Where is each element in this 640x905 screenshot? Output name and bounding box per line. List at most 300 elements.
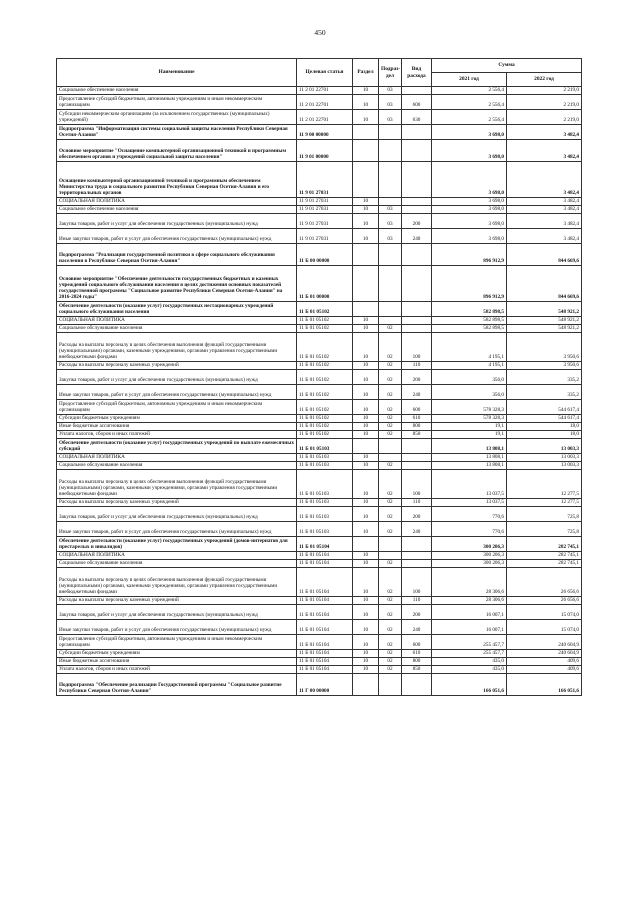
cell-subsection: 02: [379, 415, 402, 423]
cell-amount-2021: 4 195,1: [432, 333, 507, 362]
cell-amount-2021: 28 306,6: [432, 597, 507, 605]
cell-amount-2021: 300 206,3: [432, 537, 507, 552]
cell-amount-2022: 2 219,0: [507, 95, 582, 110]
cell-target-code: 11 Б 01 05103: [297, 462, 353, 470]
cell-amount-2021: 16 007,1: [432, 620, 507, 635]
cell-name: Социальное обслуживание населения: [57, 560, 297, 568]
cell-expense-type: 110: [402, 597, 432, 605]
cell-amount-2021: 2 556,4: [432, 87, 507, 95]
cell-expense-type: 600: [402, 95, 432, 110]
cell-amount-2021: 4 195,1: [432, 362, 507, 370]
table-row: [57, 206, 582, 214]
table-row: [57, 462, 582, 470]
cell-expense-type: 200: [402, 214, 432, 229]
cell-amount-2021: 3 698,0: [432, 214, 507, 229]
cell-section: 10: [353, 110, 379, 125]
cell-name: Социальное обслуживание населения: [57, 325, 297, 333]
cell-target-code: 11 9 01 27031: [297, 162, 353, 198]
cell-subsection: 02: [379, 362, 402, 370]
cell-name: Подпрограмма "Реализация государственной политики в сфере социального обслуживания населения в Республике Северная Осетия-Алания": [57, 244, 297, 266]
cell-amount-2021: 13 808,1: [432, 462, 507, 470]
cell-expense-type: [402, 87, 432, 95]
cell-target-code: 11 9 01 27031: [297, 198, 353, 206]
cell-amount-2022: 844 669,6: [507, 266, 582, 302]
table-row: [57, 470, 582, 499]
cell-amount-2021: 13 037,5: [432, 470, 507, 499]
cell-name: Предоставление субсидий бюджетным, автономным учреждениям и иным некоммерческим организациям: [57, 635, 297, 650]
cell-section: [353, 140, 379, 162]
cell-amount-2021: 770,6: [432, 522, 507, 537]
cell-amount-2022: 12 277,5: [507, 499, 582, 507]
table-row: [57, 415, 582, 423]
cell-name: Субсидии некоммерческим организациям (за исключением государственных (муниципальных) учреждений): [57, 110, 297, 125]
cell-section: 10: [353, 470, 379, 499]
cell-section: [353, 439, 379, 454]
cell-section: [353, 244, 379, 266]
table-row: [57, 439, 582, 454]
table-row: [57, 110, 582, 125]
cell-amount-2022: 13 003,3: [507, 439, 582, 454]
cell-name: СОЦИАЛЬНАЯ ПОЛИТИКА: [57, 454, 297, 462]
cell-section: 10: [353, 325, 379, 333]
table-row: [57, 362, 582, 370]
cell-name: Закупка товаров, работ и услуг для обеспечения государственных (муниципальных) нужд: [57, 214, 297, 229]
cell-amount-2022: 15 074,0: [507, 605, 582, 620]
cell-target-code: 11 Б 01 05102: [297, 400, 353, 415]
cell-name: Иные закупки товаров, работ и услуг для обеспечения государственных (муниципальных) нужд: [57, 620, 297, 635]
cell-expense-type: [402, 325, 432, 333]
cell-target-code: 11 Б 01 05104: [297, 597, 353, 605]
table-row: [57, 650, 582, 658]
header-amount: Сумма: [432, 59, 582, 73]
cell-amount-2022: 166 051,6: [507, 674, 582, 696]
cell-name: Основное мероприятие "Обеспечение деятельности государственных бюджетных и казенных учреждений социального обслуживания населения в целях достижения основных показателей государственной программы "Социальное развитие Республики Северная Осетия-Алания" на 2016-2024 годы": [57, 266, 297, 302]
cell-section: 10: [353, 333, 379, 362]
cell-expense-type: [402, 244, 432, 266]
table-row: [57, 560, 582, 568]
cell-amount-2021: 3 698,0: [432, 140, 507, 162]
table-row: [57, 214, 582, 229]
cell-target-code: 11 2 01 22701: [297, 95, 353, 110]
cell-name: Расходы на выплаты персоналу в целях обеспечения выполнения функций государственными (муниципальными) органами, казенными учреждениями, органами управления государственными внебюджетными фондами: [57, 568, 297, 597]
cell-section: 10: [353, 552, 379, 560]
cell-amount-2022: 2 219,0: [507, 110, 582, 125]
table-row: [57, 162, 582, 198]
cell-amount-2021: 300 206,3: [432, 560, 507, 568]
cell-section: 10: [353, 620, 379, 635]
table-row: [57, 620, 582, 635]
cell-amount-2021: 3 698,0: [432, 206, 507, 214]
cell-amount-2022: 3 482,4: [507, 140, 582, 162]
cell-subsection: 02: [379, 470, 402, 499]
cell-amount-2021: 3 698,0: [432, 198, 507, 206]
cell-subsection: 02: [379, 431, 402, 439]
cell-name: Субсидии бюджетным учреждениям: [57, 650, 297, 658]
cell-target-code: 11 2 01 22701: [297, 110, 353, 125]
cell-amount-2022: 3 482,4: [507, 206, 582, 214]
cell-name: Расходы на выплаты персоналу в целях обеспечения выполнения функций государственными (муниципальными) органами, казенными учреждениями, органами управления государственными внебюджетными фондами: [57, 470, 297, 499]
cell-expense-type: [402, 198, 432, 206]
cell-subsection: 03: [379, 229, 402, 244]
cell-expense-type: 600: [402, 400, 432, 415]
cell-target-code: 11 Б 01 05103: [297, 499, 353, 507]
cell-amount-2022: 3 950,6: [507, 333, 582, 362]
table-row: [57, 333, 582, 362]
cell-section: [353, 266, 379, 302]
cell-target-code: 11 Б 01 05104: [297, 666, 353, 674]
cell-section: 10: [353, 95, 379, 110]
cell-name: Расходы на выплаты персоналу в целях обеспечения выполнения функций государственными (муниципальными) органами, казенными учреждениями, органами управления государственными внебюджетными фондами: [57, 333, 297, 362]
cell-name: Предоставление субсидий бюджетным, автономным учреждениям и иным некоммерческим организациям: [57, 95, 297, 110]
cell-amount-2022: 18,0: [507, 431, 582, 439]
cell-amount-2021: 896 912,9: [432, 244, 507, 266]
cell-amount-2021: 3 698,0: [432, 162, 507, 198]
cell-subsection: [379, 537, 402, 552]
cell-expense-type: [402, 674, 432, 696]
cell-section: 10: [353, 462, 379, 470]
cell-amount-2021: 356,0: [432, 370, 507, 385]
cell-target-code: 11 Б 01 05104: [297, 605, 353, 620]
cell-expense-type: 800: [402, 423, 432, 431]
table-row: [57, 674, 582, 696]
cell-section: 10: [353, 214, 379, 229]
table-row: [57, 198, 582, 206]
cell-subsection: 02: [379, 333, 402, 362]
cell-amount-2021: 19,1: [432, 431, 507, 439]
cell-amount-2021: 13 808,1: [432, 439, 507, 454]
cell-name: Социальное обеспечение населения: [57, 87, 297, 95]
cell-section: 10: [353, 317, 379, 325]
cell-amount-2022: 544 617,4: [507, 400, 582, 415]
cell-name: Социальное обслуживание населения: [57, 462, 297, 470]
cell-target-code: 11 Б 01 05104: [297, 620, 353, 635]
cell-amount-2021: 582 898,5: [432, 302, 507, 317]
table-row: [57, 635, 582, 650]
budget-table: [56, 58, 582, 696]
cell-expense-type: 610: [402, 650, 432, 658]
cell-section: 10: [353, 507, 379, 522]
cell-expense-type: 200: [402, 370, 432, 385]
cell-amount-2021: 16 007,1: [432, 605, 507, 620]
cell-target-code: 11 Б 01 05102: [297, 333, 353, 362]
table-row: [57, 302, 582, 317]
cell-name: Иные закупки товаров, работ и услуг для обеспечения государственных (муниципальных) нужд: [57, 229, 297, 244]
table-row: [57, 125, 582, 140]
cell-target-code: 11 Б 01 05102: [297, 362, 353, 370]
cell-subsection: 02: [379, 620, 402, 635]
cell-amount-2022: 548 921,2: [507, 325, 582, 333]
cell-expense-type: 630: [402, 110, 432, 125]
cell-section: 10: [353, 605, 379, 620]
cell-section: 10: [353, 635, 379, 650]
cell-target-code: 11 Б 01 05104: [297, 537, 353, 552]
cell-subsection: 02: [379, 568, 402, 597]
cell-expense-type: 850: [402, 431, 432, 439]
cell-section: [353, 162, 379, 198]
cell-name: Закупка товаров, работ и услуг для обеспечения государственных (муниципальных) нужд: [57, 605, 297, 620]
cell-section: 10: [353, 560, 379, 568]
cell-subsection: [379, 454, 402, 462]
cell-target-code: 11 Б 01 05102: [297, 325, 353, 333]
cell-name: Расходы на выплаты персоналу казенных учреждений: [57, 362, 297, 370]
cell-target-code: 11 9 01 27031: [297, 214, 353, 229]
cell-amount-2022: 12 277,5: [507, 470, 582, 499]
cell-amount-2022: 13 003,3: [507, 462, 582, 470]
cell-amount-2022: 409,6: [507, 658, 582, 666]
cell-target-code: 11 2 01 22701: [297, 87, 353, 95]
cell-subsection: 02: [379, 560, 402, 568]
cell-amount-2021: 770,6: [432, 507, 507, 522]
cell-subsection: 02: [379, 658, 402, 666]
table-row: [57, 140, 582, 162]
cell-section: [353, 125, 379, 140]
cell-subsection: 02: [379, 666, 402, 674]
cell-target-code: 11 Г 00 00000: [297, 674, 353, 696]
cell-name: Закупка товаров, работ и услуг для обеспечения государственных (муниципальных) нужд: [57, 370, 297, 385]
header-expense-type: Вид расхода: [402, 59, 432, 87]
cell-target-code: 11 Б 01 05102: [297, 370, 353, 385]
cell-amount-2022: 335,2: [507, 370, 582, 385]
cell-subsection: [379, 266, 402, 302]
cell-name: Обеспечение деятельности (оказание услуг) государственных учреждений (домов-интернатов для престарелых и инвалидов): [57, 537, 297, 552]
cell-name: Иные закупки товаров, работ и услуг для обеспечения государственных (муниципальных) нужд: [57, 385, 297, 400]
cell-subsection: [379, 198, 402, 206]
cell-subsection: 02: [379, 635, 402, 650]
cell-name: Уплата налогов, сборов и иных платежей: [57, 431, 297, 439]
table-row: [57, 454, 582, 462]
cell-name: СОЦИАЛЬНАЯ ПОЛИТИКА: [57, 317, 297, 325]
cell-target-code: 11 Б 01 05104: [297, 635, 353, 650]
cell-amount-2021: 166 051,6: [432, 674, 507, 696]
cell-target-code: 11 Б 01 05104: [297, 658, 353, 666]
cell-subsection: 03: [379, 95, 402, 110]
cell-amount-2021: 435,0: [432, 658, 507, 666]
cell-expense-type: 850: [402, 666, 432, 674]
cell-amount-2022: 844 669,6: [507, 244, 582, 266]
table-row: [57, 605, 582, 620]
cell-subsection: [379, 302, 402, 317]
cell-section: 10: [353, 206, 379, 214]
table-row: [57, 522, 582, 537]
cell-expense-type: 100: [402, 470, 432, 499]
cell-target-code: 11 9 00 00000: [297, 125, 353, 140]
table-row: [57, 552, 582, 560]
cell-subsection: 02: [379, 370, 402, 385]
cell-amount-2022: 18,0: [507, 423, 582, 431]
cell-name: Обеспечение деятельности (оказание услуг) государственных учреждений по выплате ежемесячных субсидий: [57, 439, 297, 454]
cell-target-code: 11 Б 01 05102: [297, 415, 353, 423]
cell-section: 10: [353, 415, 379, 423]
cell-name: Расходы на выплаты персоналу казенных учреждений: [57, 597, 297, 605]
cell-section: 10: [353, 658, 379, 666]
cell-amount-2021: 13 808,1: [432, 454, 507, 462]
cell-amount-2021: 13 037,5: [432, 499, 507, 507]
cell-amount-2022: 548 921,2: [507, 317, 582, 325]
cell-target-code: 11 Б 01 05103: [297, 470, 353, 499]
cell-section: 10: [353, 431, 379, 439]
cell-expense-type: [402, 552, 432, 560]
cell-amount-2022: 240 604,9: [507, 650, 582, 658]
cell-subsection: [379, 674, 402, 696]
cell-section: 10: [353, 362, 379, 370]
cell-section: 10: [353, 666, 379, 674]
cell-amount-2022: 3 482,4: [507, 214, 582, 229]
table-row: [57, 431, 582, 439]
cell-amount-2021: 356,0: [432, 385, 507, 400]
cell-section: 10: [353, 87, 379, 95]
cell-subsection: 02: [379, 462, 402, 470]
cell-target-code: 11 9 01 00000: [297, 140, 353, 162]
cell-expense-type: 610: [402, 415, 432, 423]
cell-target-code: 11 Б 01 05104: [297, 560, 353, 568]
cell-section: 10: [353, 522, 379, 537]
cell-amount-2021: 582 898,5: [432, 325, 507, 333]
cell-expense-type: [402, 462, 432, 470]
cell-name: Социальное обеспечение населения: [57, 206, 297, 214]
cell-expense-type: [402, 140, 432, 162]
cell-amount-2022: 725,8: [507, 522, 582, 537]
cell-expense-type: [402, 537, 432, 552]
table-row: [57, 95, 582, 110]
cell-section: 10: [353, 423, 379, 431]
cell-amount-2021: 19,1: [432, 423, 507, 431]
cell-amount-2022: 13 003,3: [507, 454, 582, 462]
cell-subsection: 02: [379, 522, 402, 537]
cell-target-code: 11 Б 01 05102: [297, 385, 353, 400]
cell-section: 10: [353, 370, 379, 385]
cell-expense-type: [402, 162, 432, 198]
cell-expense-type: [402, 302, 432, 317]
cell-target-code: 11 Б 01 05102: [297, 431, 353, 439]
cell-amount-2021: 578 328,3: [432, 400, 507, 415]
cell-amount-2021: 578 328,3: [432, 415, 507, 423]
cell-target-code: 11 Б 01 05104: [297, 552, 353, 560]
cell-subsection: 02: [379, 605, 402, 620]
table-row: [57, 385, 582, 400]
cell-section: 10: [353, 597, 379, 605]
table-row: [57, 597, 582, 605]
table-row: [57, 244, 582, 266]
cell-name: СОЦИАЛЬНАЯ ПОЛИТИКА: [57, 552, 297, 560]
cell-subsection: 03: [379, 214, 402, 229]
table-row: [57, 400, 582, 415]
cell-expense-type: [402, 266, 432, 302]
cell-subsection: 02: [379, 325, 402, 333]
cell-subsection: [379, 140, 402, 162]
cell-subsection: [379, 317, 402, 325]
cell-target-code: 11 Б 01 05102: [297, 423, 353, 431]
cell-amount-2021: 2 556,4: [432, 110, 507, 125]
cell-target-code: 11 Б 00 00000: [297, 244, 353, 266]
cell-expense-type: 240: [402, 385, 432, 400]
cell-amount-2022: 725,8: [507, 507, 582, 522]
cell-expense-type: [402, 206, 432, 214]
cell-amount-2021: 435,0: [432, 666, 507, 674]
cell-target-code: 11 9 01 27031: [297, 206, 353, 214]
cell-amount-2022: 282 745,1: [507, 552, 582, 560]
table-row: [57, 537, 582, 552]
cell-expense-type: 800: [402, 658, 432, 666]
cell-target-code: 11 Б 01 05103: [297, 522, 353, 537]
cell-subsection: [379, 439, 402, 454]
cell-amount-2022: 409,6: [507, 666, 582, 674]
cell-expense-type: 200: [402, 605, 432, 620]
cell-section: 10: [353, 650, 379, 658]
cell-target-code: 11 Б 01 05103: [297, 439, 353, 454]
cell-name: Предоставление субсидий бюджетным, автономным учреждениям и иным некоммерческим организациям: [57, 400, 297, 415]
cell-section: 10: [353, 385, 379, 400]
table-row: [57, 266, 582, 302]
header-year-2021: 2021 год: [432, 73, 507, 87]
cell-subsection: 03: [379, 87, 402, 95]
cell-expense-type: 100: [402, 333, 432, 362]
cell-name: Оснащение компьютерной организационной техникой и программным обеспечением Министерства труда и социального развития Республики Северная Осетия-Алания и его территориальных органов: [57, 162, 297, 198]
cell-name: Иные бюджетные ассигнования: [57, 658, 297, 666]
cell-expense-type: 110: [402, 362, 432, 370]
cell-amount-2021: 3 698,0: [432, 125, 507, 140]
cell-amount-2021: 3 698,0: [432, 229, 507, 244]
cell-subsection: 02: [379, 423, 402, 431]
cell-amount-2021: 255 457,7: [432, 650, 507, 658]
cell-subsection: 02: [379, 385, 402, 400]
table-row: [57, 499, 582, 507]
cell-amount-2022: 3 482,4: [507, 198, 582, 206]
cell-expense-type: 240: [402, 620, 432, 635]
cell-expense-type: 100: [402, 568, 432, 597]
cell-target-code: 11 Б 01 05104: [297, 568, 353, 597]
cell-name: Подпрограмма "Информатизация системы социальной защиты населения Республики Северная Осетия-Алания": [57, 125, 297, 140]
cell-amount-2022: 3 950,6: [507, 362, 582, 370]
header-subsection: Подраз-дел: [379, 59, 402, 87]
cell-name: Обеспечение деятельности (оказание услуг) государственных нестационарных учреждений социального обслуживания населения: [57, 302, 297, 317]
cell-name: Субсидии бюджетным учреждениям: [57, 415, 297, 423]
table-row: [57, 568, 582, 597]
cell-amount-2022: 3 482,4: [507, 162, 582, 198]
cell-amount-2021: 896 912,9: [432, 266, 507, 302]
cell-expense-type: 240: [402, 229, 432, 244]
cell-name: Основное мероприятие "Оснащение компьютерной организационной техникой и программным обеспечением органов и учреждений социальной защиты населения": [57, 140, 297, 162]
cell-subsection: [379, 552, 402, 560]
cell-expense-type: [402, 454, 432, 462]
table-row: [57, 87, 582, 95]
cell-amount-2022: 3 482,4: [507, 125, 582, 140]
cell-name: Уплата налогов, сборов и иных платежей: [57, 666, 297, 674]
cell-section: [353, 302, 379, 317]
cell-amount-2022: 548 921,2: [507, 302, 582, 317]
header-target: Целевая статья: [297, 59, 353, 87]
cell-expense-type: [402, 560, 432, 568]
cell-amount-2022: 282 745,1: [507, 537, 582, 552]
table-row: [57, 423, 582, 431]
cell-expense-type: 110: [402, 499, 432, 507]
cell-section: 10: [353, 400, 379, 415]
table-row: [57, 229, 582, 244]
table-row: [57, 317, 582, 325]
cell-section: [353, 674, 379, 696]
cell-amount-2022: 26 656,6: [507, 568, 582, 597]
table-row: [57, 658, 582, 666]
cell-subsection: [379, 125, 402, 140]
cell-amount-2021: 255 457,7: [432, 635, 507, 650]
cell-subsection: [379, 162, 402, 198]
cell-section: [353, 537, 379, 552]
cell-target-code: 11 Б 01 05102: [297, 302, 353, 317]
table-row: [57, 507, 582, 522]
cell-expense-type: 240: [402, 522, 432, 537]
cell-target-code: 11 Б 01 05103: [297, 507, 353, 522]
cell-subsection: [379, 244, 402, 266]
cell-amount-2022: 15 074,0: [507, 620, 582, 635]
